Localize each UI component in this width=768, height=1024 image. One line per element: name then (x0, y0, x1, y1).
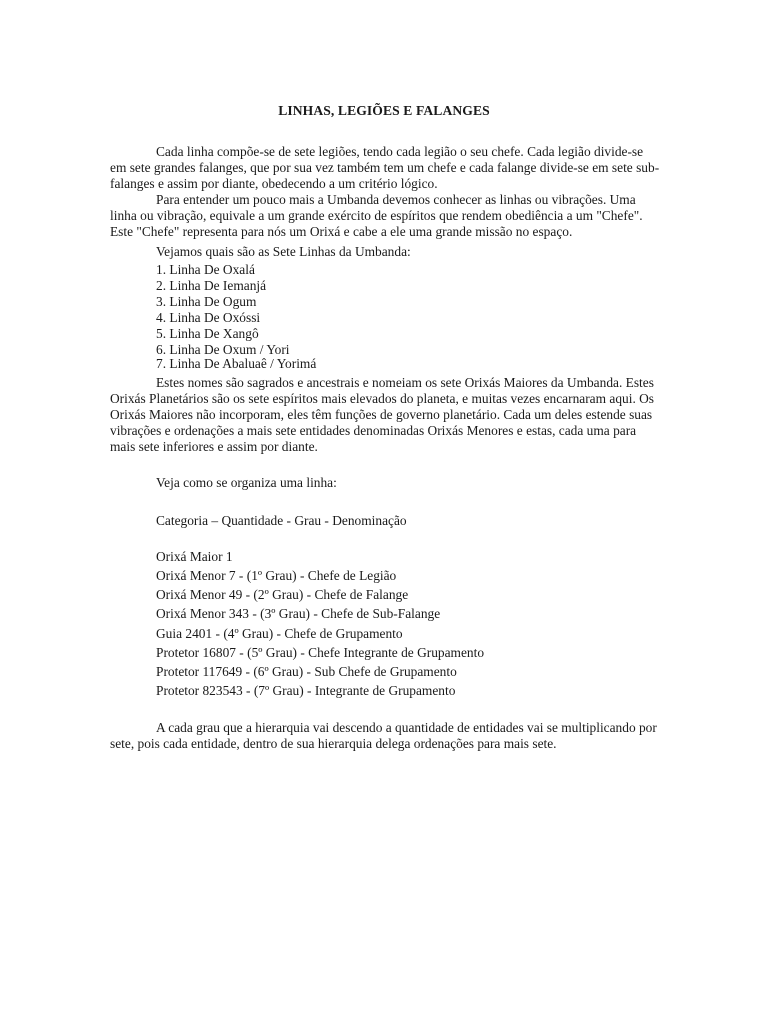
hierarchy-row: Guia 2401 - (4º Grau) - Chefe de Grupamento (156, 626, 403, 641)
list-item: 3. Linha De Ogum (156, 294, 257, 309)
hierarchy-row: Orixá Menor 343 - (3º Grau) - Chefe de Sub-Falange (156, 606, 441, 621)
list-item: 7. Linha De Abaluaê / Yorimá (156, 356, 317, 371)
hierarchy-row: Orixá Menor 49 - (2º Grau) - Chefe de Falange (156, 587, 409, 602)
hierarchy-row: Protetor 16807 - (5º Grau) - Chefe Integrante de Grupamento (156, 645, 485, 660)
list-intro: Vejamos quais são as Sete Linhas da Umbanda: (156, 244, 411, 259)
hierarchy-row: Protetor 117649 - (6º Grau) - Sub Chefe de Grupamento (156, 664, 457, 679)
list-item: 6. Linha De Oxum / Yori (156, 342, 290, 357)
list-item: 5. Linha De Xangô (156, 326, 259, 341)
list-item: 4. Linha De Oxóssi (156, 310, 261, 325)
paragraph-orixas: Estes nomes são sagrados e ancestrais e nomeiam os sete Orixás Maiores da Umbanda. Estes Orixás Planetários são os sete espíritos mais elevados do planeta, e muitas vezes encarnaram aqui. Os Orixás Maiores não incorporam, eles têm funções de governo planetário. Cada um deles estende suas vibrações e ordenações a mais sete entidades denominadas Orixás Menores e estas, cada uma para mais sete inferiores e assim por diante. (110, 375, 655, 454)
hierarchy-header: Categoria – Quantidade - Grau - Denominação (156, 513, 407, 528)
organize-intro: Veja como se organiza uma linha: (156, 475, 337, 490)
paragraph-multiplication: A cada grau que a hierarquia vai descendo a quantidade de entidades vai se multiplicando por sete, pois cada entidade, dentro de sua hierarquia delega ordenações para mais sete. (110, 720, 657, 751)
list-item: 1. Linha De Oxalá (156, 262, 255, 277)
paragraph-lines-vibrations: Para entender um pouco mais a Umbanda devemos conhecer as linhas ou vibrações. Uma linha ou vibração, equivale a um grande exército de espíritos que rendem obediência a um "Chefe". Este "Chefe" representa para nós um Orixá e cabe a ele uma grande missão no espaço. (110, 192, 643, 239)
hierarchy-row: Orixá Menor 7 - (1º Grau) - Chefe de Legião (156, 568, 397, 583)
page-title: LINHAS, LEGIÕES E FALANGES (278, 103, 490, 118)
paragraph-legions: Cada linha compõe-se de sete legiões, tendo cada legião o seu chefe. Cada legião divide-se em sete grandes falanges, que por sua vez também tem um chefe e cada falange divide-se em sete sub-falanges e assim por diante, obedecendo a um critério lógico. (110, 144, 660, 191)
hierarchy-row: Protetor 823543 - (7º Grau) - Integrante de Grupamento (156, 683, 456, 698)
list-item: 2. Linha De Iemanjá (156, 278, 267, 293)
hierarchy-row: Orixá Maior 1 (156, 549, 233, 564)
